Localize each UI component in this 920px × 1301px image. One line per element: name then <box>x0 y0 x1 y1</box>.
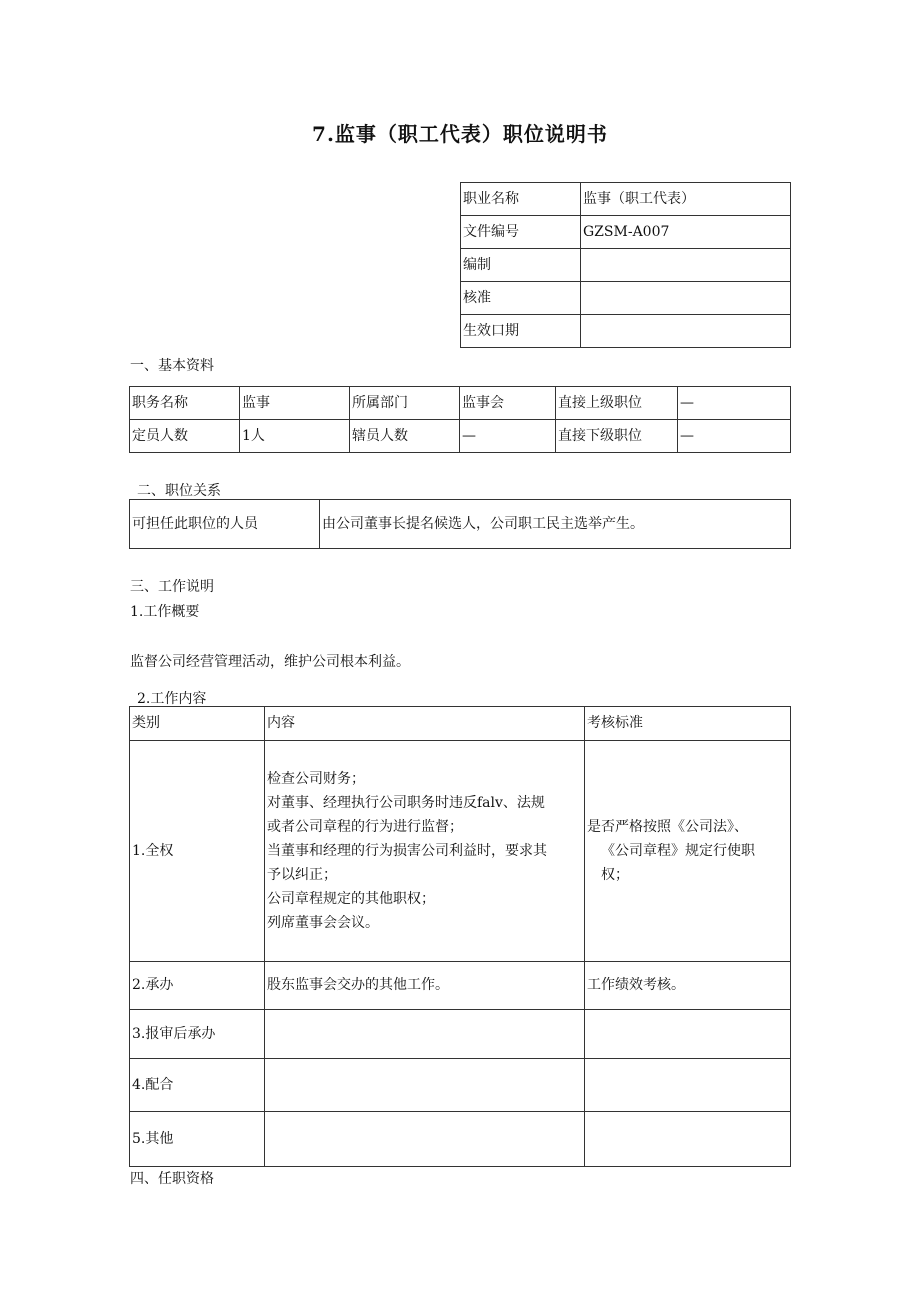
section-heading-basic-info: 一、基本资料 <box>130 358 214 374</box>
relations-label: 可担任此职位的人员 <box>130 500 320 549</box>
doc-info-value: GZSM-A007 <box>581 216 791 249</box>
content-line: 对董事、经理执行公司职务时违反falv、法规 <box>267 795 545 811</box>
work-content-row <box>130 1112 791 1167</box>
content-line: 列席董事会会议。 <box>267 915 379 931</box>
work-content-header-row <box>130 707 791 741</box>
doc-info-value <box>581 249 791 282</box>
basic-info-cell: 直接上级职位 <box>556 387 678 420</box>
content-line: 检查公司财务； <box>267 771 365 787</box>
content-line: 予以纠正； <box>267 867 337 883</box>
category-cell: 4.配合 <box>130 1059 265 1112</box>
content-line: 或者公司章程的行为进行监督； <box>267 819 463 835</box>
basic-info-cell: 职务名称 <box>130 387 240 420</box>
relations-value: 由公司董事长提名候选人，公司职工民主选举产生。 <box>320 500 791 549</box>
doc-info-table <box>460 182 791 348</box>
doc-info-label: 文件编号 <box>461 216 581 249</box>
content-cell: 股东监事会交办的其他工作。 <box>265 962 585 1010</box>
basic-info-cell: 1人 <box>240 420 350 453</box>
basic-info-cell: 直接下级职位 <box>556 420 678 453</box>
category-cell: 2.承办 <box>130 962 265 1010</box>
header-category: 类别 <box>130 707 265 741</box>
doc-info-row <box>461 183 791 216</box>
standard-cell <box>585 741 791 962</box>
page-title: 7.监事（职工代表）职位说明书 <box>312 122 608 146</box>
category-cell: 1.全权 <box>130 741 265 962</box>
work-content-row <box>130 741 791 962</box>
basic-info-cell: 所属部门 <box>350 387 460 420</box>
content-line: 公司章程规定的其他职权； <box>267 891 435 907</box>
doc-info-row <box>461 315 791 348</box>
basic-info-cell: 定员人数 <box>130 420 240 453</box>
header-standard: 考核标准 <box>585 707 791 741</box>
doc-info-label: 职业名称 <box>461 183 581 216</box>
doc-info-row <box>461 216 791 249</box>
content-cell <box>265 1059 585 1112</box>
doc-info-label: 核准 <box>461 282 581 315</box>
content-cell <box>265 1010 585 1059</box>
work-content-row <box>130 962 791 1010</box>
basic-info-table <box>129 386 791 453</box>
basic-info-cell: 监事会 <box>460 387 556 420</box>
standard-line: 《公司章程》规定行使职 <box>601 843 755 859</box>
standard-line: 权； <box>601 867 629 883</box>
subheading-work-summary: 1.工作概要 <box>130 604 200 620</box>
doc-info-value <box>581 282 791 315</box>
work-content-table <box>129 706 791 1167</box>
header-content: 内容 <box>265 707 585 741</box>
doc-info-label: 编制 <box>461 249 581 282</box>
doc-info-value <box>581 315 791 348</box>
basic-info-cell: — <box>678 387 791 420</box>
standard-cell: 工作绩效考核。 <box>585 962 791 1010</box>
basic-info-cell: 监事 <box>240 387 350 420</box>
work-content-row <box>130 1010 791 1059</box>
basic-info-cell: — <box>460 420 556 453</box>
basic-info-row <box>130 387 791 420</box>
content-line: 当董事和经理的行为损害公司利益时，要求其 <box>267 843 547 859</box>
doc-info-value: 监事（职工代表） <box>581 183 791 216</box>
category-cell: 3.报审后承办 <box>130 1010 265 1059</box>
section-heading-relations: 二、职位关系 <box>137 483 221 499</box>
doc-info-row <box>461 249 791 282</box>
section-heading-qualifications: 四、任职资格 <box>130 1171 214 1187</box>
content-cell <box>265 741 585 962</box>
relations-table <box>129 499 791 549</box>
section-heading-work: 三、工作说明 <box>130 579 214 595</box>
basic-info-row <box>130 420 791 453</box>
standard-cell <box>585 1059 791 1112</box>
standard-line: 是否严格按照《公司法》、 <box>587 819 748 835</box>
doc-info-row <box>461 282 791 315</box>
standard-cell <box>585 1112 791 1167</box>
work-content-row <box>130 1059 791 1112</box>
work-summary-text: 监督公司经营管理活动，维护公司根本利益。 <box>130 654 410 670</box>
basic-info-cell: — <box>678 420 791 453</box>
doc-info-label: 生效口期 <box>461 315 581 348</box>
relations-row <box>130 500 791 549</box>
content-cell <box>265 1112 585 1167</box>
category-cell: 5.其他 <box>130 1112 265 1167</box>
subheading-work-content: 2.工作内容 <box>137 691 207 707</box>
basic-info-cell: 辖员人数 <box>350 420 460 453</box>
standard-cell <box>585 1010 791 1059</box>
